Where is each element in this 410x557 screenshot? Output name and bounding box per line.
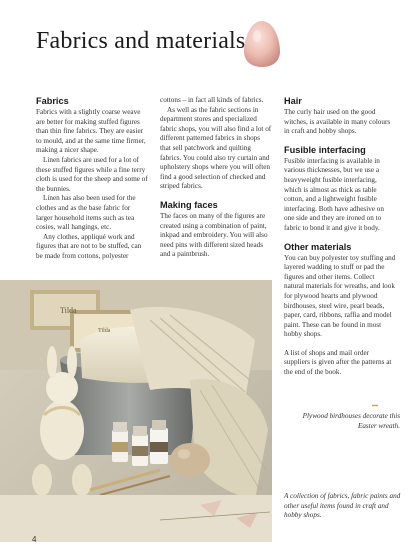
tilda-box-label: Tilda (60, 306, 77, 315)
making-faces-paragraph: The faces on many of the figures are created using a combination of paint, inkpad and embroidery. You will also need pins with different sized heads and a paintbrush. (160, 211, 268, 259)
fusible-interfacing-heading: Fusible interfacing (284, 144, 366, 155)
fabrics-paragraph-1: Fabrics with a slightly coarse weave are better for making stuffed figures than thin fine fabrics. They are easier to mould, and at the same time firmer, making a nicer shape. (36, 108, 146, 155)
fabrics-paragraph-3: Linen has also been used for the clothes and as the base fabric for larger household items such as tea cosies, wall hangings, etc. (36, 194, 136, 232)
column-3 (284, 96, 396, 378)
fabrics-continued-paragraph: cottons – in fact all kinds of fabrics. (160, 96, 264, 104)
tilda-small-label: Tilda (98, 328, 111, 334)
other-materials-paragraph: You can buy polyester toy stuffing and layered wadding to stuff or pad the figures and other items. Collect natural materials for wreaths, and look for plywood hearts and plywood birdhouses, steel wire, pearl beads, paper, card, ribbons, raffia and model paint. These can be found in most hobby shops. (284, 253, 396, 339)
column-1 (36, 96, 148, 262)
collection-caption: A collection of fabrics, fabric paints and other useful items found in craft and hobby shops. (284, 492, 401, 519)
caption-leader-mark (372, 404, 378, 407)
suppliers-paragraph: A list of shops and mail order suppliers is given after the patterns at the end of the book. (284, 348, 392, 377)
fabrics-paragraph-2: Linen fabrics are used for a lot of these stuffed figures while a fine terry cloth is used for the sheep and some of the bunnies. (36, 155, 148, 193)
birdhouses-caption: Plywood birdhouses decorate this Easter wreath. (302, 412, 400, 430)
fusible-interfacing-paragraph: Fusible interfacing is available in various thicknesses, but we use a heavyweight fusible interfacing, which is almost as thick as table cotton, and a lightweight fusible interfacing. Both have adhesive on one side and they are ironed on to fabric to bond it and give it body. (284, 156, 384, 232)
fabrics-paragraph-4: Any clothes, appliqué work and figures that are not to be stuffed, can be made from cottons, polyester (36, 232, 142, 260)
pink-egg-image (243, 20, 281, 68)
other-materials-heading: Other materials (284, 241, 352, 252)
fabrics-heading: Fabrics (36, 96, 69, 106)
fabric-shops-paragraph: As well as the fabric sections in department stores and specialized fabric shops, you will also find a lot of different patterned fabrics in shops that sell patchwork and quilting fabrics. You could also try curtain and upholstery shops where you will often find a good selection of checked and striped fabrics. (160, 105, 272, 191)
hair-paragraph: The curly hair used on the good witches, is available in many colours in craft and hobby shops. (284, 108, 391, 136)
making-faces-heading: Making faces (160, 199, 218, 210)
craft-supplies-photo (0, 280, 272, 542)
page-title: Fabrics and materials (36, 28, 246, 54)
page-number: 4 (32, 535, 37, 544)
column-2 (160, 96, 272, 260)
hair-heading: Hair (284, 96, 302, 106)
